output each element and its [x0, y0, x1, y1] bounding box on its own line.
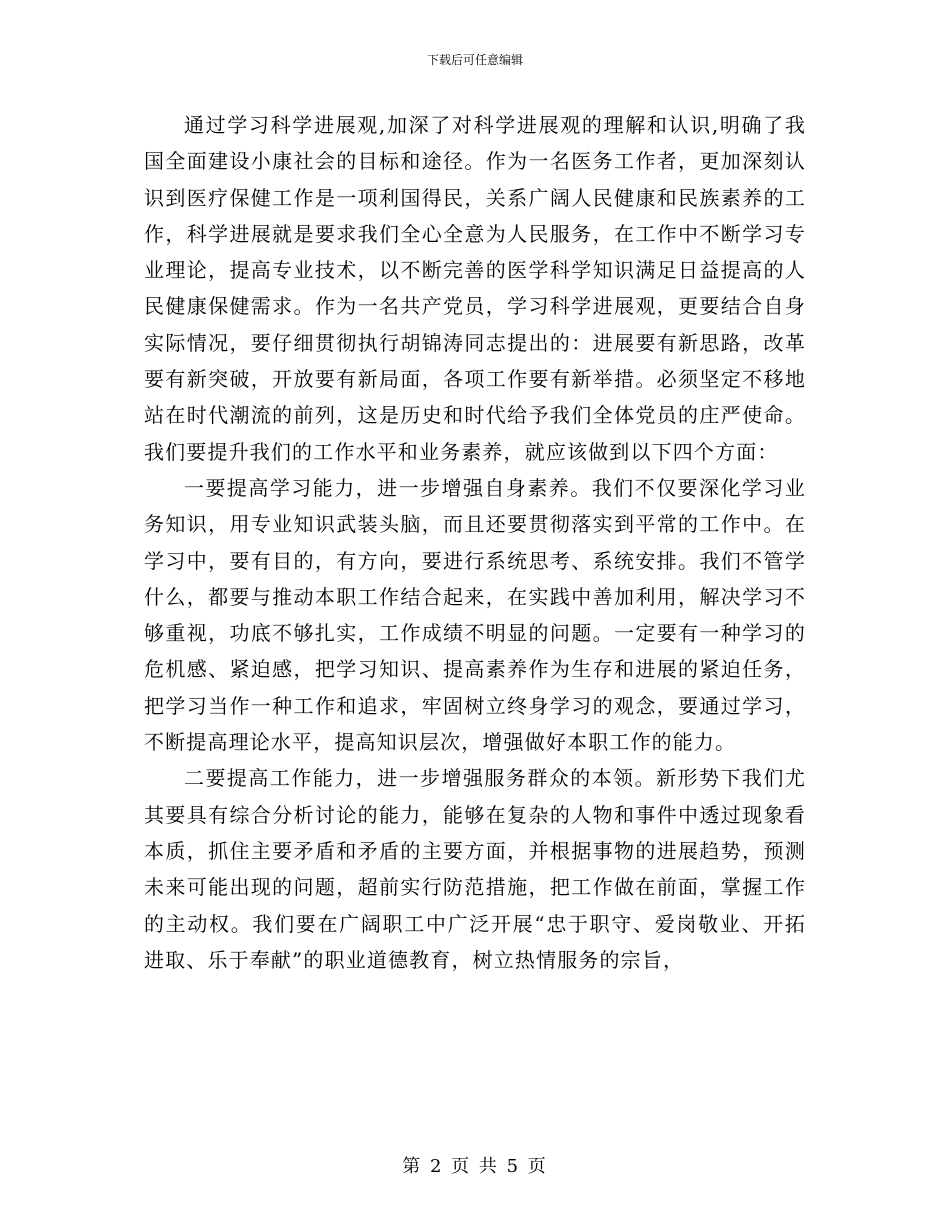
paragraph-1: 通过学习科学进展观,加深了对科学进展观的理解和认识,明确了我国全面建设小康社会的目标和途径。作为一名医务工作者，更加深刻认识到医疗保健工作是一项利国得民，关系广阔人民健康和民族素养的工作，科学进展就是要求我们全心全意为人民服务，在工作中不断学习专业理论，提高专业技术，以不断完善的医学科学知识满足日益提高的人民健康保健需求。作为一名共产党员，学习科学进展观，更要结合自身实际情况，要仔细贯彻执行胡锦涛同志提出的：进展要有新思路，改革要有新突破，开放要有新局面，各项工作要有新举措。必须坚定不移地站在时代潮流的前列，这是历史和时代给予我们全体党员的庄严使命。我们要提升我们的工作水平和业务素养，就应该做到以下四个方面： — [144, 113, 806, 464]
page-number: 第 2 页 共 5 页 — [402, 1156, 548, 1177]
paragraph-2: 一要提高学习能力，进一步增强自身素养。我们不仅要深化学习业务知识，用专业知识武装头脑，而且还要贯彻落实到平常的工作中。在学习中，要有目的，有方向，要进行系统思考、系统安排。我们不管学什么，都要与推动本职工作结合起来，在实践中善加利用，解决学习不够重视，功底不够扎实，工作成绩不明显的问题。一定要有一种学习的危机感、紧迫感，把学习知识、提高素养作为生存和进展的紧迫任务，把学习当作一种工作和追求，牢固树立终身学习的观念，要通过学习，不断提高理论水平，提高知识层次，增强做好本职工作的能力。 — [144, 475, 806, 755]
document-body — [144, 107, 806, 978]
paragraph-3: 二要提高工作能力，进一步增强服务群众的本领。新形势下我们尤其要具有综合分析讨论的能力，能够在复杂的人物和事件中透过现象看本质，抓住主要矛盾和矛盾的主要方面，并根据事物的进展趋势，预测未来可能出现的问题，超前实行防范措施，把工作做在前面，掌握工作的主动权。我们要在广阔职工中广泛开展“忠于职守、爱岗敬业、开拓进取、乐于奉献”的职业道德教育，树立热情服务的宗旨， — [144, 766, 806, 972]
page-header: 下载后可任意编辑 — [426, 53, 523, 67]
